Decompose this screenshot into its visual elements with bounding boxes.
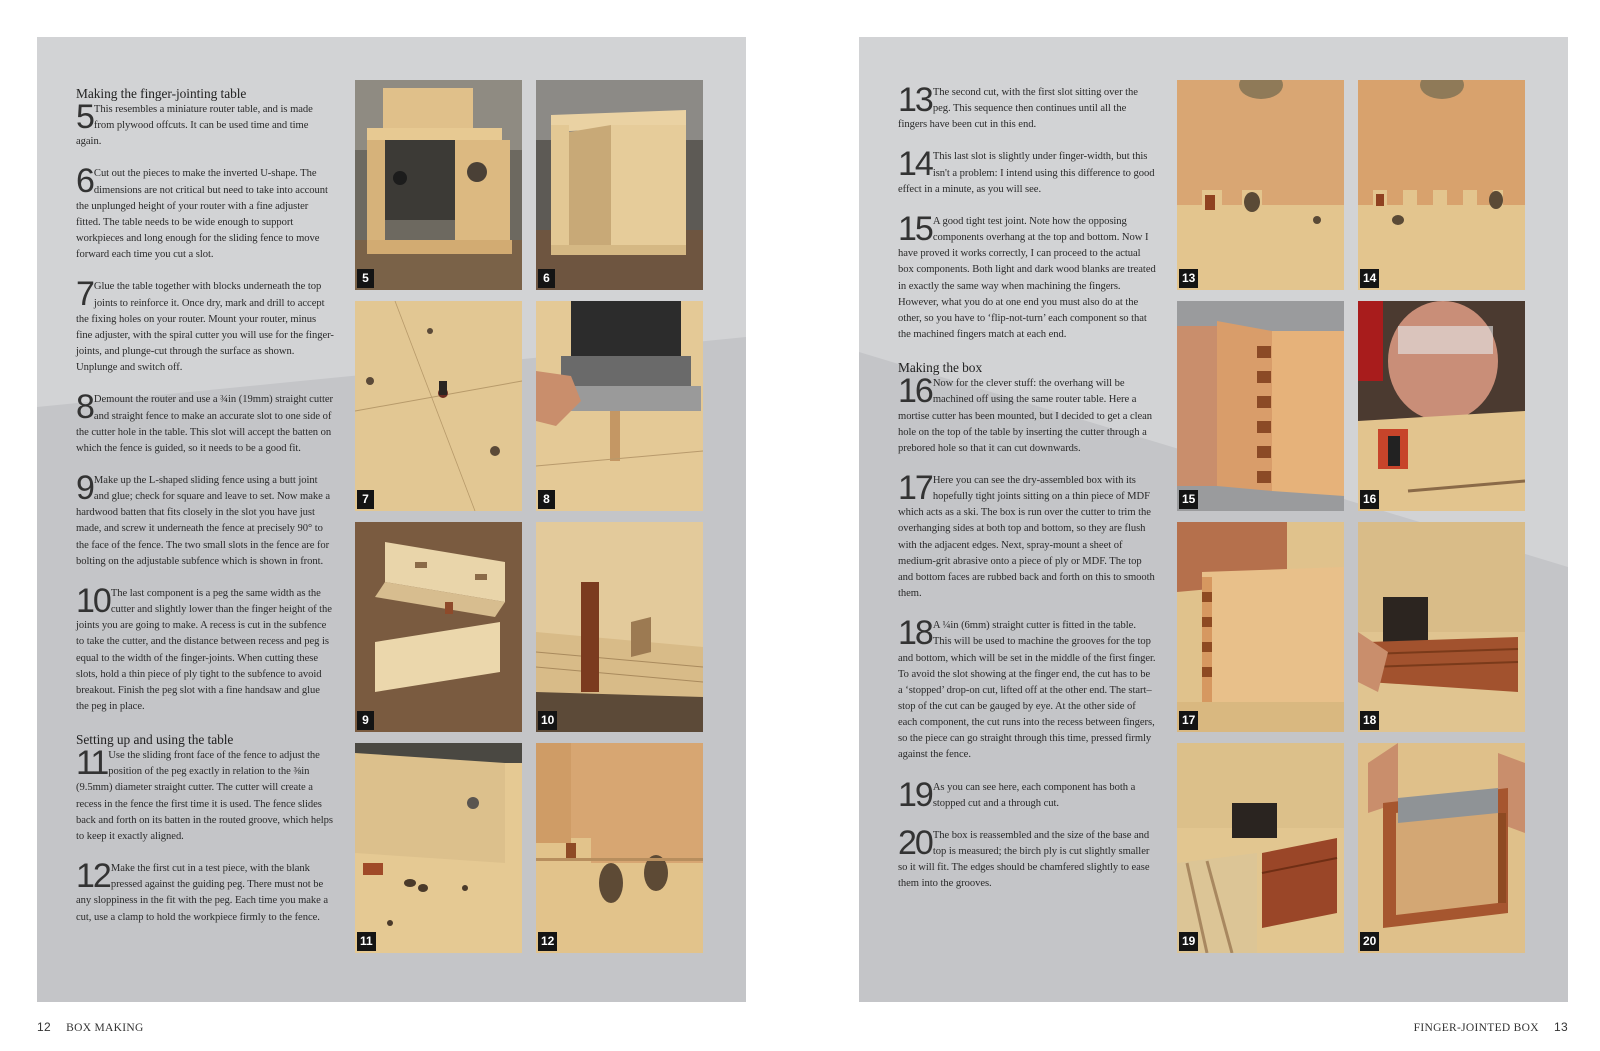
step-text: Make up the L-shaped sliding fence using a butt joint and glue; check for square and leave to set. Now make a hardwood batten that fits closely in the slot you have just made, and screw it underneath the fence at precisely 90° to the face of the fence. The two small slots in the fence are for bolting on the adjustable subfence which is shown in front.: [76, 474, 331, 567]
photo-number: 8: [538, 490, 555, 509]
step-number: 14: [898, 145, 932, 184]
step-13: [898, 81, 1156, 133]
photo-16-mortise-cutter: [1358, 301, 1525, 511]
footer-right: [1414, 1020, 1568, 1034]
section-heading-finger-jointing-table: Making the finger-jointing table: [76, 86, 247, 101]
step-11: [76, 744, 334, 845]
right-page-panel: [859, 37, 1568, 1002]
photo-11-fence-setup: [355, 743, 522, 953]
photo-17-dry-assembled-box: [1177, 522, 1344, 732]
photo-5-router-table: [355, 80, 522, 290]
step-text: The last component is a peg the same width as the cutter and slightly lower than the finger height of the joints you are going to make. A recess is cut in the subfence to take the cutter, and the distance between recess and peg is equal to the width of the finger-joints. When cutting these slots, hold a thin piece of ply tight to the subfence to avoid breakout. Finish the peg slot with a fine handsaw and glue the peg in place.: [76, 587, 332, 712]
step-number: 9: [76, 468, 93, 507]
photo-number: 16: [1360, 490, 1379, 509]
photo-number: 10: [538, 711, 557, 730]
page-number-left: 12: [37, 1020, 51, 1034]
step-number: 10: [76, 581, 110, 620]
running-title-left: BOX MAKING: [66, 1022, 144, 1034]
step-17: [898, 468, 1156, 602]
photo-number: 9: [357, 711, 374, 730]
step-number: 7: [76, 275, 93, 314]
photo-19-stopped-cut: [1177, 743, 1344, 953]
step-number: 17: [898, 468, 932, 507]
photo-number: 5: [357, 269, 374, 288]
step-text: Make the first cut in a test piece, with the blank pressed against the guiding peg. There must not be any sloppiness in the fit with the peg. Each time you make a cut, use a clamp to hold the workpiece firmly to the fence.: [76, 863, 329, 923]
left-text-column: [76, 85, 334, 942]
photo-14-last-slot: [1358, 80, 1525, 290]
photo-number: 19: [1179, 932, 1198, 951]
photo-number: 17: [1179, 711, 1198, 730]
photo-6-u-shape: [536, 80, 703, 290]
step-text: As you can see here, each component has both a stopped cut and a through cut.: [932, 781, 1136, 809]
step-text: A ¼in (6mm) straight cutter is fitted in the table. This will be used to machine the grooves for the top and bottom, which will be set in the middle of the first finger. To avoid the slot showing at the finger end, the cut has to be a ‘stopped’ drop-on cut, lifted off at the other end. The start–stop of the cut can be gauged by eye. At the other side of each component, the cut runs into the recess between fingers, so the piece can go straight through this time, pressed firmly against the fence.: [898, 620, 1156, 761]
page-number-right: 13: [1554, 1020, 1568, 1034]
step-9: [76, 468, 334, 570]
step-number: 15: [898, 209, 932, 248]
step-16: [898, 372, 1156, 457]
photo-number: 11: [357, 932, 376, 951]
step-text: This resembles a miniature router table, and is made from plywood offcuts. It can be used time and time again.: [76, 104, 313, 148]
step-number: 19: [898, 775, 932, 814]
photo-number: 15: [1179, 490, 1198, 509]
step-text: The box is reassembled and the size of the base and top is measured; the birch ply is cut slightly smaller so it will fit. The edges should be chamfered slightly to ease them into the grooves.: [898, 829, 1150, 890]
photo-number: 12: [538, 932, 557, 951]
photo-20-measure-base: [1358, 743, 1525, 953]
photo-15-test-joint: [1177, 301, 1344, 511]
photo-number: 13: [1179, 269, 1198, 288]
photo-9-l-fence: [355, 522, 522, 732]
photo-8-router-slot: [536, 301, 703, 511]
photo-7-table-top-cutter: [355, 301, 522, 511]
step-5: [76, 98, 334, 150]
step-text: Here you can see the dry-assembled box with its hopefully tight joints sitting on a thin piece of MDF which acts as a ski. The box is run over the cutter to trim the overhanging sides at both top and bottom, so they are flush with the adjacent edges. Next, spray-mount a sheet of medium-grit abrasive onto a piece of ply or MDF. The top and bottom faces are rubbed back and forth on this to smooth them.: [898, 474, 1155, 600]
photo-number: 18: [1360, 711, 1379, 730]
step-6: [76, 162, 334, 263]
step-19: [898, 775, 1156, 814]
step-text: Now for the clever stuff: the overhang will be machined off using the same router table. Here a mortise cutter has been mounted, but I decided to get a clean hole on the top of the table by inserting the cutter through a prebored hole so that it can cut downwards.: [898, 378, 1153, 454]
section-heading-making-the-box: Making the box: [898, 360, 983, 376]
photo-number: 14: [1360, 269, 1379, 288]
step-number: 18: [898, 614, 932, 653]
photo-18-grooves: [1358, 522, 1525, 732]
step-number: 20: [898, 823, 932, 862]
step-12: [76, 857, 334, 926]
step-text: Demount the router and use a ¾in (19mm) straight cutter and straight fence to make an accurate slot to one side of the cutter hole in the table. This slot will accept the batten on which the fence is guided, so it needs to be a good fit.: [76, 394, 333, 454]
step-number: 12: [76, 857, 110, 896]
step-text: Glue the table together with blocks underneath the top joints to reinforce it. Once dry, mark and drill to accept the fixing holes on your router. Mount your router, minus fine adjuster, with the spiral cutter you will use for the finger-joints, and plunge-cut through the surface as shown. Unplunge and switch off.: [76, 281, 334, 374]
step-8: [76, 388, 334, 457]
photo-10-peg: [536, 522, 703, 732]
step-text: A good tight test joint. Note how the opposing components overhang at the top and bottom. Now I have proved it works correctly, I can proceed to the actual box components. Both light and dark wood blanks are treated in exactly the same way when machining the fingers. However, what you do at one end you must also do at the other, so you have to ‘flip-not-turn’ each component so that the machined fingers match at each end.: [898, 215, 1156, 341]
step-14: [898, 145, 1156, 197]
step-number: 8: [76, 388, 93, 427]
step-20: [898, 823, 1156, 893]
step-number: 11: [76, 744, 108, 783]
step-18: [898, 614, 1156, 763]
photo-12-first-cut: [536, 743, 703, 953]
step-15: [898, 209, 1156, 343]
step-10: [76, 581, 334, 715]
step-number: 13: [898, 81, 932, 119]
photo-number: 20: [1360, 932, 1379, 951]
photo-number: 7: [357, 490, 374, 509]
running-title-right: FINGER-JOINTED BOX: [1413, 1022, 1539, 1034]
photo-13-second-cut: [1177, 80, 1344, 290]
step-text: This last slot is slightly under finger-width, but this isn't a problem: I intend using this difference to good effect in a minute, as you will see.: [898, 151, 1155, 195]
step-number: 16: [898, 372, 932, 411]
left-page-panel: [37, 37, 746, 1002]
step-text: Cut out the pieces to make the inverted U-shape. The dimensions are not critical but need to take into account the unplunged height of your router with a fine adjuster fitted. The table needs to be wide enough to support workpieces and long enough for the sliding fence to move forward each time you cut a slot.: [76, 168, 328, 261]
step-text: The second cut, with the first slot sitting over the peg. This sequence then continues until all the fingers have been cut in this end.: [898, 87, 1138, 131]
step-text: Use the sliding front face of the fence to adjust the position of the peg exactly in relation to the ⅜in (9.5mm) diameter straight cutter. The cutter will create a recess in the fence the first time it is used. The fence slides back and forth on its batten in the routed groove, which helps to keep it exactly aligned.: [76, 750, 333, 842]
step-number: 5: [76, 98, 93, 136]
photo-number: 6: [538, 269, 555, 288]
step-7: [76, 275, 334, 376]
step-number: 6: [76, 162, 93, 201]
section-heading-setting-up: Setting up and using the table: [76, 732, 234, 748]
footer-left: [37, 1020, 144, 1034]
right-text-column: [898, 81, 1156, 909]
